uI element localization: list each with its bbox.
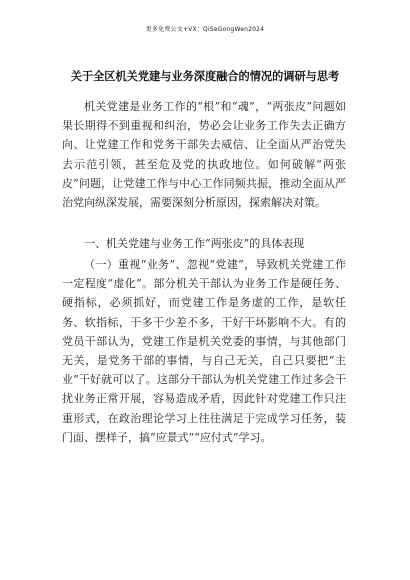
section-heading-1 <box>62 234 346 253</box>
section-heading-text: 一、机关党建与业务工作“两张皮”的具体表现 <box>84 237 305 250</box>
paragraph-text: 机关党建是业务工作的“根”和“魂”，“两张皮”问题如果长期得不到重视和纠治，势必会让业务工作失去正确方向、让党建工作和党务干部失去威信、让全面从严治党失去示范引领，甚至危及党的执政地位。如何破解“两张皮”问题，让党建工作与中心工作同频共振，推动全面从严治党向纵深发展，需要深刻分析原因，探索解决对策。 <box>62 100 346 210</box>
document-title: 关于全区机关党建与业务深度融合的情况的调研与思考 <box>70 70 340 83</box>
header-note: 更多免费公文+VX：QiSeGongWen2024 <box>145 26 265 33</box>
body-paragraph-1 <box>62 97 346 212</box>
body-paragraph-2 <box>62 255 346 447</box>
paragraph-text: （一）重视“业务”、忽视“党建”，导致机关党建工作一定程度“虚化”。部分机关干部认为业务工作是硬任务、硬指标，必须抓好，而党建工作是务虚的工作，是软任务、软指标，干多干少差不多，干好干坏影响不大。有的党员干部认为，党建工作是机关党委的事情，与其他部门无关，是党务干部的事情，与自己无关，自己只要把“主业”干好就可以了。这部分干部认为机关党建工作过多会干扰业务正常开展，容易造成矛盾，因此针对党建工作只注重形式，在政治理论学习上往往满足于完成学习任务，装门面、摆样子，搞“应景式”“应付式”学习。 <box>62 258 346 444</box>
